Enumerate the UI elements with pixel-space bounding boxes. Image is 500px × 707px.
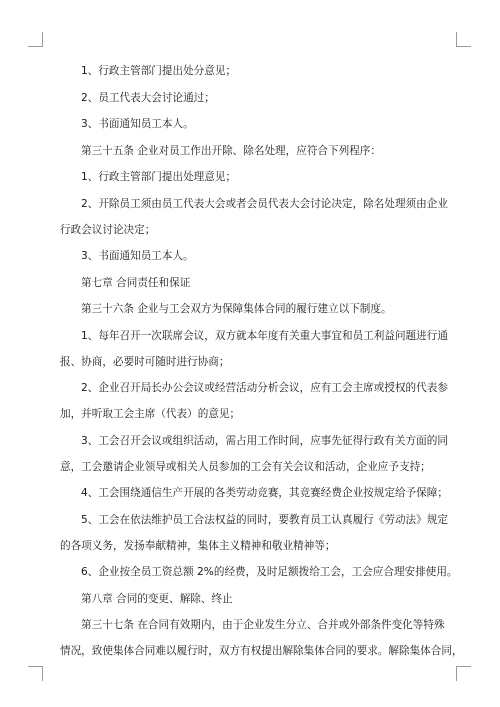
article-heading: 第三十七条 在合同有效期内，由于企业发生分立、合并或外部条件变化等特殊 [81,619,445,631]
list-item: 3、书面通知员工本人。 [81,118,194,130]
article-heading: 第三十五条 企业对员工作出开除、除名处理，应符合下列程序： [81,144,381,157]
list-item: 3、工会召开会议或组织活动，需占用工作时间，应事先征得行政有关方面的同 [81,434,448,447]
list-item-continuation: 加，并听取工会主席（代表）的意见； [60,408,241,420]
article-continuation: 情况，致使集体合同难以履行时，双方有权提出解除集体合同的要求。解除集体合同， [60,645,463,657]
list-item-continuation: 意，工会邀请企业领导或相关人员参加的工会有关会议和活动，企业应予支持； [60,460,431,473]
chapter-heading: 第七章 合同责任和保证 [81,276,191,289]
list-item-continuation: 行政会议讨论决定； [60,223,156,236]
crop-mark-top-left [28,32,43,47]
list-item: 2、员工代表大会讨论通过； [81,91,215,104]
list-item: 4、工会围绕通信生产开展的各类劳动竞赛，其竞赛经费企业按规定给予保障； [81,487,448,499]
chapter-heading: 第八章 合同的变更、解除、终止 [81,592,233,605]
list-item: 5、工会在依法维护员工合法权益的同时，要教育员工认真履行《劳动法》规定 [81,513,448,526]
list-item: 1、行政主管部门提出处分意见； [81,65,237,77]
list-item: 2、开除员工须由员工代表大会或者会员代表大会讨论决定，除名处理须由企业 [81,197,448,210]
list-item: 2、企业召开局长办公会议或经营活动分析会议，应有工会主席或授权的代表参 [81,382,448,394]
crop-mark-bottom-right [456,666,471,681]
crop-mark-top-right [456,32,471,47]
list-item-continuation: 的各项义务，发扬奉献精神，集体主义精神和敬业精神等； [60,539,336,552]
list-item: 1、每年召开一次联席会议，双方就本年度有关重大事宜和员工利益问题进行通 [81,329,448,342]
list-item-continuation: 报、协商，必要时可随时进行协商； [60,355,230,368]
crop-mark-bottom-left [28,666,43,681]
document-body [60,64,463,658]
list-item: 6、企业按全员工资总额 2%的经费，及时足额拨给工会，工会应合理安排使用。 [81,566,458,578]
list-item: 1、行政主管部门提出处理意见； [81,171,237,183]
article-heading: 第三十六条 企业与工会双方为保障集体合同的履行建立以下制度。 [81,303,392,315]
list-item: 3、书面通知员工本人。 [81,250,194,262]
